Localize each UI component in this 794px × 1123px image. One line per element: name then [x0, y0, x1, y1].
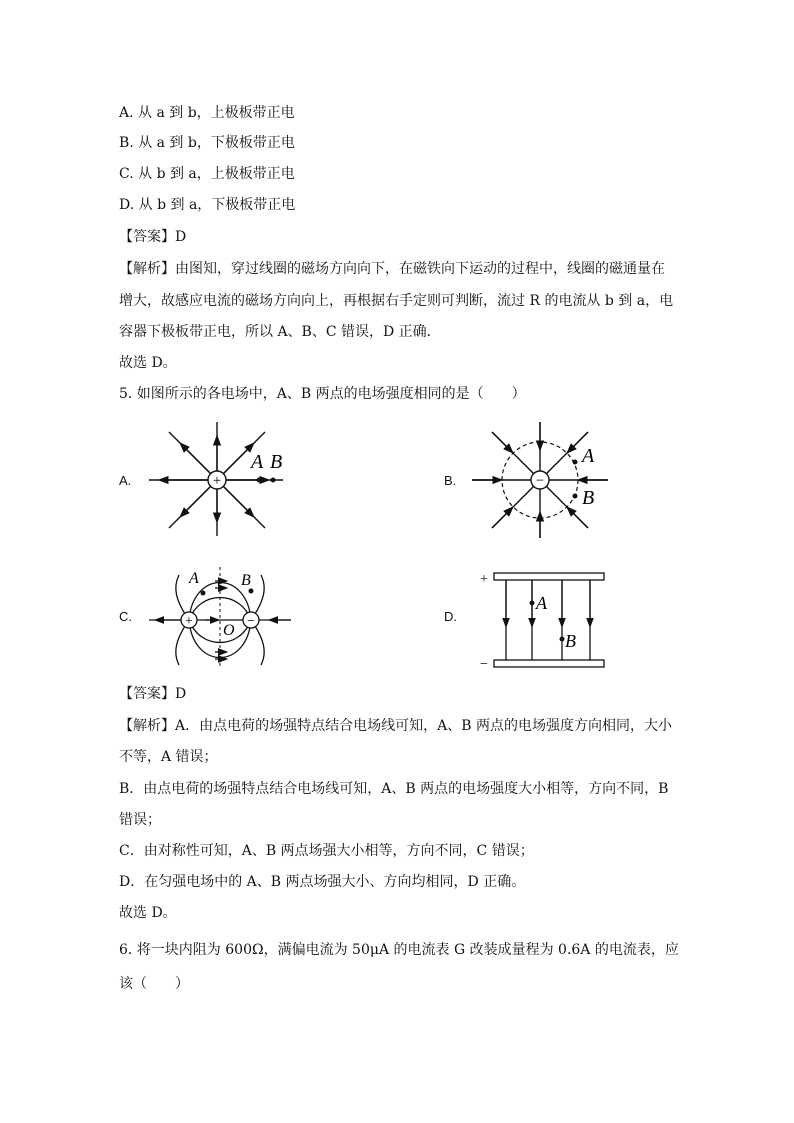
fig-a-point-b: B	[270, 451, 283, 473]
fig-c-minus: −	[247, 614, 255, 629]
fig-c-point-a-dot	[201, 591, 206, 596]
q4-option-b: B. 从 a 到 b，下极板带正电	[119, 135, 295, 151]
figure-c-dipole	[145, 565, 295, 670]
fig-d-plus: +	[480, 572, 488, 587]
fig-b-point-b-dot	[573, 494, 578, 499]
fig-b-point-b: B	[582, 487, 595, 509]
q5-stem: 5. 如图所示的各电场中，A、B 两点的电场强度相同的是（ ）	[119, 386, 526, 402]
fig-c-point-b-dot	[249, 589, 254, 594]
q4-answer: 【答案】D	[119, 229, 187, 245]
q5-analysis-c: C．由对称性可知，A、B 两点场强大小相等，方向不同，C 错误；	[119, 843, 534, 859]
fig-b-label: B.	[444, 473, 457, 488]
q5-analysis-b-2: 错误；	[119, 812, 161, 828]
q5-analysis-a-2: 不等，A 错误；	[119, 749, 218, 765]
q5-analysis-a-1: 【解析】A．由点电荷的场强特点结合电场线可知，A、B 两点的电场强度方向相同，大小	[119, 718, 672, 734]
fig-d-point-a: A	[536, 593, 547, 613]
fig-a-plus: +	[212, 473, 222, 489]
fig-d-label: D.	[444, 609, 457, 624]
q4-choose: 故选 D。	[119, 355, 177, 371]
fig-c-point-a: A	[189, 570, 199, 587]
fig-b-point-a-dot	[573, 460, 578, 465]
q5-choose: 故选 D。	[119, 905, 177, 921]
q4-analysis-line-2: 增大，故感应电流的磁场方向向上，再根据右手定则可判断，流过 R 的电流从 b 到 a，电	[119, 293, 674, 309]
fig-a-point-a-dot	[257, 478, 262, 483]
fig-d-minus: −	[480, 657, 488, 670]
q6-stem-line-2: 该（ ）	[119, 976, 189, 992]
q5-analysis-d: D．在匀强电场中的 A、B 两点场强大小、方向均相同，D 正确。	[119, 874, 526, 890]
q5-analysis-b-1: B．由点电荷的场强特点结合电场线可知，A、B 两点的电场强度大小相等，方向不同，B	[119, 781, 669, 797]
q4-analysis-line-3: 容器下极板带正电，所以 A、B、C 错误，D 正确．	[119, 324, 441, 340]
figure-d-parallel-plates	[476, 565, 611, 670]
fig-a-point-a: A	[251, 451, 264, 473]
fig-a-label: A.	[119, 473, 132, 488]
q4-option-d: D. 从 b 到 a，下极板带正电	[119, 197, 296, 213]
fig-c-plus: +	[185, 614, 193, 629]
fig-d-point-a-dot	[530, 601, 535, 606]
q4-option-c: C. 从 b 到 a，上极板带正电	[119, 166, 295, 182]
fig-c-point-b: B	[241, 572, 251, 589]
fig-c-point-o: O	[223, 622, 235, 639]
q4-option-a: A. 从 a 到 b，上极板带正电	[119, 105, 295, 121]
figure-b-negative-point-charge	[468, 420, 618, 540]
fig-d-point-b-dot	[560, 637, 565, 642]
q5-answer: 【答案】D	[119, 686, 187, 702]
figure-a-positive-point-charge	[145, 420, 295, 540]
q6-stem-line-1: 6. 将一块内阻为 600Ω，满偏电流为 50μA 的电流表 G 改装成量程为 0.6A 的电流表，应	[119, 942, 679, 958]
fig-b-point-a: A	[582, 445, 595, 467]
fig-c-label: C.	[119, 609, 132, 624]
fig-d-point-b: B	[565, 631, 576, 651]
q4-analysis-line-1: 【解析】由图知，穿过线圈的磁场方向向下，在磁铁向下运动的过程中，线圈的磁通量在	[119, 261, 665, 277]
fig-a-point-b-dot	[271, 478, 276, 483]
fig-b-minus: −	[535, 473, 545, 489]
